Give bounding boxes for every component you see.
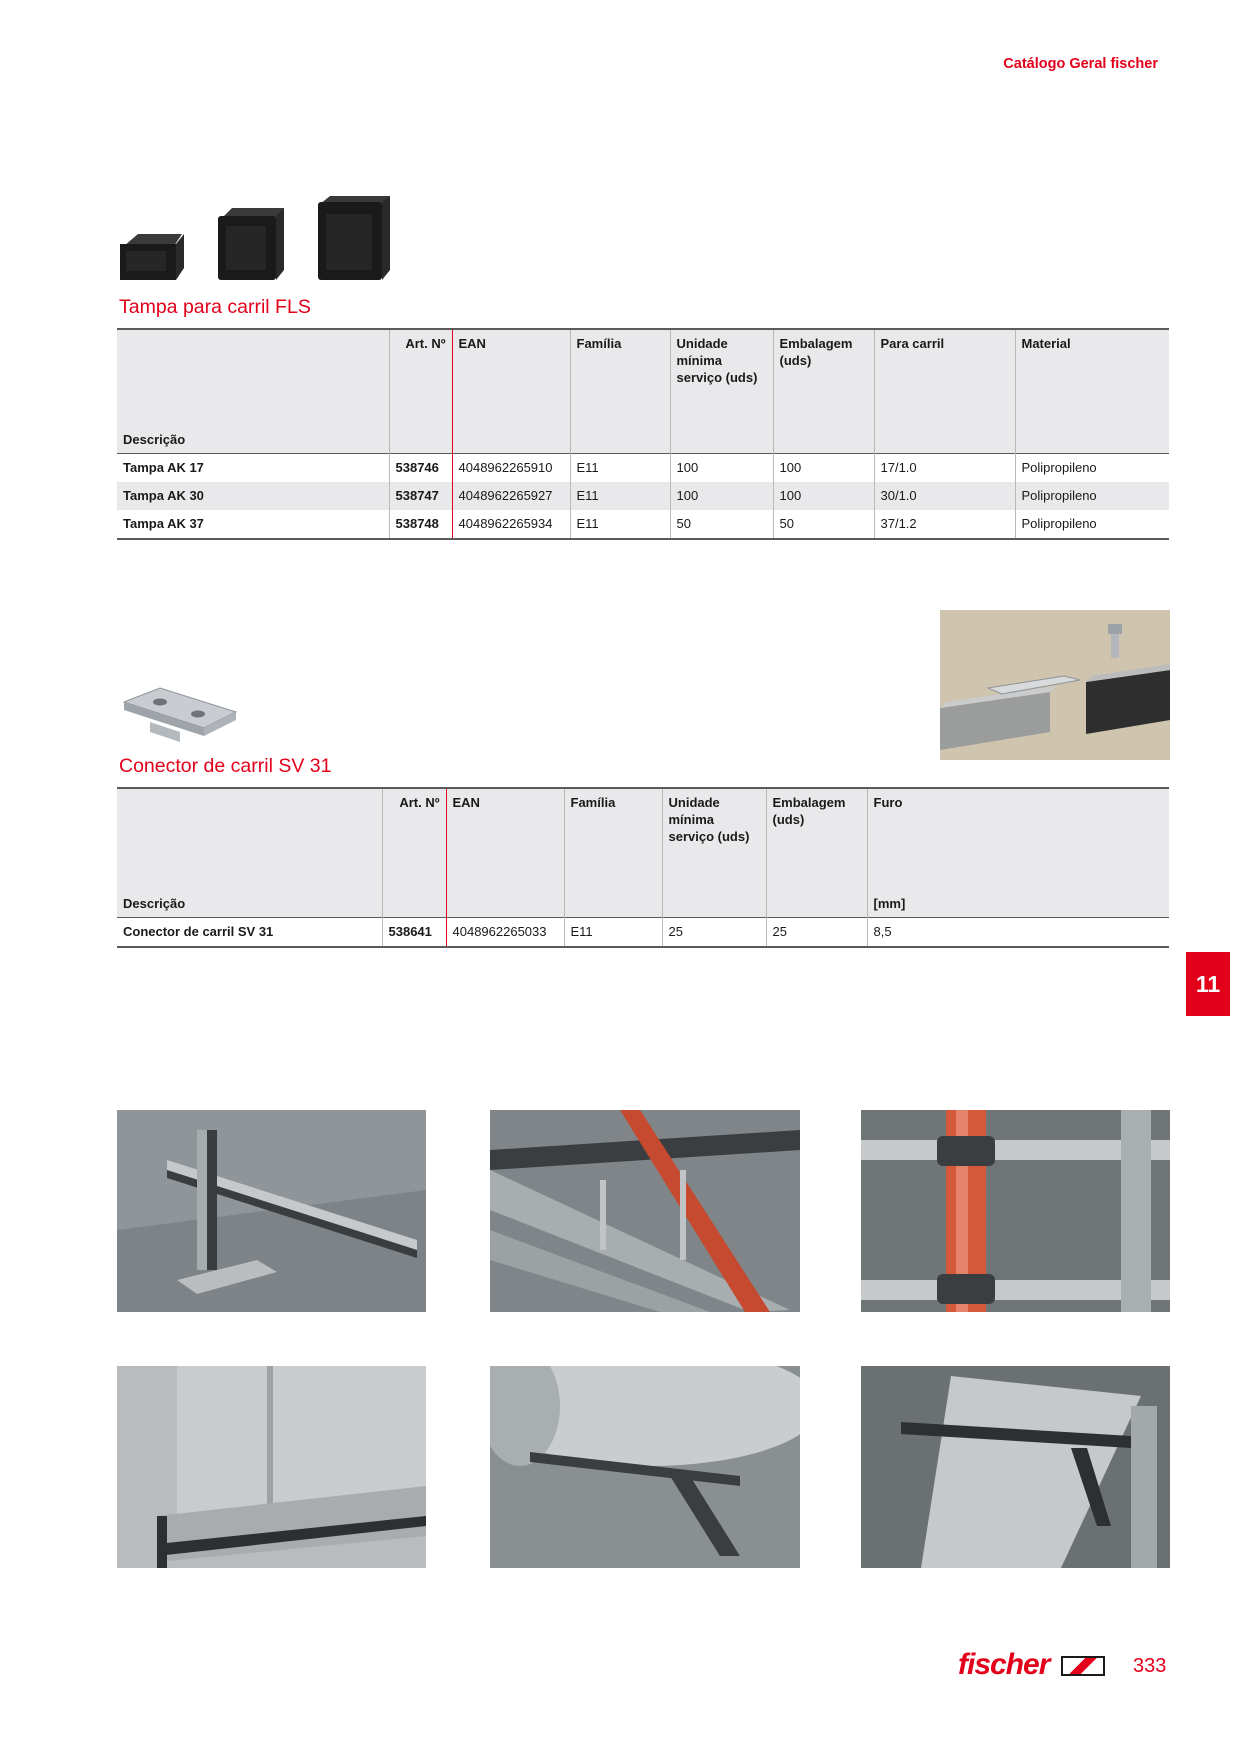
cell-description: Tampa AK 37	[123, 515, 204, 531]
section-title-rail-connector: Conector de carril SV 31	[119, 755, 332, 777]
cell-rail: 17/1.0	[874, 453, 1015, 482]
col-header-art-no: Art. Nº	[389, 329, 452, 453]
table-row	[117, 453, 1169, 482]
table-row	[117, 918, 1169, 948]
application-photo-cable-tray	[861, 1366, 1170, 1568]
cell-ean: 4048962265033	[446, 918, 564, 948]
rail-connector-product-image	[120, 682, 240, 744]
fischer-logo	[958, 1648, 1105, 1682]
col-header-min-unit: Unidade mínima serviço (uds)	[670, 329, 773, 453]
cell-art-no: 538747	[389, 482, 452, 510]
cell-ean: 4048962265910	[452, 453, 570, 482]
end-cap-ak17-image	[120, 234, 184, 280]
col-header-description: Descrição	[117, 788, 382, 918]
col-header-family: Família	[564, 788, 662, 918]
end-cap-ak37-image	[318, 196, 390, 280]
hole-header-label: Furo	[873, 795, 903, 810]
cell-family: E11	[570, 453, 670, 482]
cell-art-no: 538746	[389, 453, 452, 482]
fischer-logo-mark-icon	[1061, 1656, 1105, 1676]
cell-material: Polipropileno	[1015, 453, 1169, 482]
application-photo-vertical-pipe	[861, 1110, 1170, 1312]
col-header-family: Família	[570, 329, 670, 453]
cell-art-no: 538641	[382, 918, 446, 948]
cell-rail: 37/1.2	[874, 510, 1015, 539]
fischer-logo-text: fischer	[958, 1648, 1050, 1681]
cell-hole: 8,5	[867, 918, 1169, 948]
cell-art-no: 538748	[389, 510, 452, 539]
rail-connector-application-photo	[940, 610, 1170, 760]
cell-description: Conector de carril SV 31	[123, 924, 274, 939]
col-header-ean: EAN	[452, 329, 570, 453]
col-header-material: Material	[1015, 329, 1169, 453]
table-row	[117, 482, 1169, 510]
col-header-description: Descrição	[117, 329, 389, 453]
chapter-tab: 11	[1186, 952, 1230, 1016]
end-cap-ak30-image	[218, 208, 284, 280]
cell-package: 100	[773, 453, 874, 482]
cell-family: E11	[570, 482, 670, 510]
rail-connector-spec-table	[117, 787, 1169, 948]
end-cap-product-images	[118, 196, 398, 286]
cell-description: Tampa AK 30	[117, 482, 389, 510]
cell-min-unit: 50	[670, 510, 773, 539]
table-row	[117, 510, 1169, 539]
cell-family: E11	[570, 510, 670, 539]
application-photo-rail-frame	[117, 1110, 426, 1312]
col-header-art-no: Art. Nº	[382, 788, 446, 918]
cell-family: E11	[564, 918, 662, 948]
cell-min-unit: 100	[670, 482, 773, 510]
col-header-rail: Para carril	[874, 329, 1015, 453]
cell-ean: 4048962265927	[452, 482, 570, 510]
end-cap-spec-table	[117, 328, 1169, 540]
application-photo-pipes-clamps	[490, 1110, 800, 1312]
section-title-end-cap: Tampa para carril FLS	[119, 296, 311, 318]
cell-package: 100	[773, 482, 874, 510]
col-header-min-unit: Unidade mínima serviço (uds)	[662, 788, 766, 918]
col-header-ean: EAN	[446, 788, 564, 918]
cell-description: Tampa AK 17	[123, 459, 204, 475]
hole-header-unit: [mm]	[873, 896, 906, 911]
col-header-hole	[867, 788, 1169, 918]
cell-rail: 30/1.0	[874, 482, 1015, 510]
cell-package: 25	[766, 918, 867, 948]
cell-material: Polipropileno	[1015, 510, 1169, 539]
application-photo-round-duct-bracket	[490, 1366, 800, 1568]
cell-min-unit: 100	[670, 453, 773, 482]
cell-package: 50	[773, 510, 874, 539]
cell-ean: 4048962265934	[452, 510, 570, 539]
application-photo-duct-support	[117, 1366, 426, 1568]
col-header-package: Embalagem (uds)	[766, 788, 867, 918]
cell-min-unit: 25	[662, 918, 766, 948]
col-header-package: Embalagem (uds)	[773, 329, 874, 453]
page-number: 333	[1133, 1655, 1167, 1677]
cell-material: Polipropileno	[1015, 482, 1169, 510]
catalog-header-label: Catálogo Geral fischer	[1003, 56, 1158, 72]
